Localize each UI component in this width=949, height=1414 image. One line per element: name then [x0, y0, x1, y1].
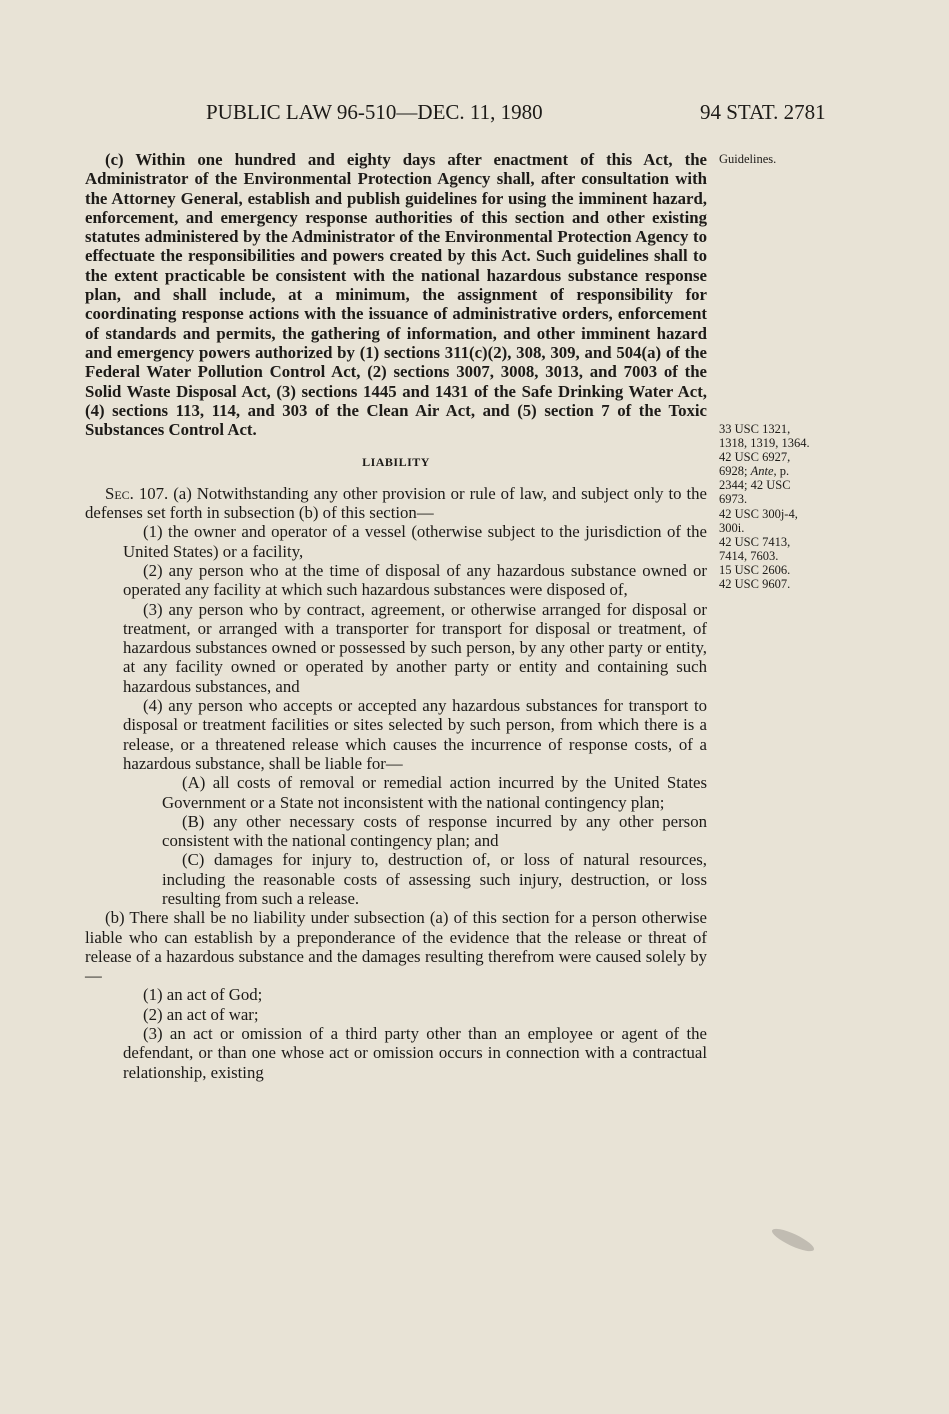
liable-party-item-2: (2) any person who at the time of disposal of any hazardous substance owned or operated any facility at which such hazardous substances were disposed of, [123, 560, 707, 600]
citation-line: 42 USC 9607. [719, 577, 791, 592]
citation-line: 33 USC 1321, [719, 422, 791, 436]
citation-line: 6928; Ante, p. [719, 464, 790, 479]
margin-note-guidelines: Guidelines. [719, 152, 777, 166]
liable-party-item-3: (3) any person who by contract, agreement, or otherwise arranged for disposal or treatment, or arranged with a transporter for transport for disposal or treatment, of hazardous substances owned or possessed by such person, by any other party or entity, at any facility owned or operated by another party or entity and containing such hazardous substances, and [123, 599, 707, 696]
defense-item-1: (1) an act of God; [143, 985, 263, 1005]
citation-line: 300i. [719, 520, 745, 535]
defense-item-2: (2) an act of war; [143, 1004, 259, 1024]
citation-line: 42 USC 300j-4, [719, 506, 798, 521]
citation-line: 1318, 1319, 1364. [719, 436, 810, 451]
statute-body [85, 150, 707, 1082]
page-header [0, 100, 949, 130]
section-107-intro [85, 484, 707, 523]
defense-item-3: (3) an act or omission of a third party other than an employee or agent of the defendant, or than one whose act or omission occurs in connection with a contractual relationship, existing [123, 1024, 707, 1082]
section-label: Sec. [105, 483, 134, 503]
liability-item-c: (C) damages for injury to, destruction of, or loss of natural resources, including the reasonable costs of assessing such injury, destruction, or loss resulting from such a release. [162, 850, 707, 908]
section-heading-liability: LIABILITY [362, 455, 430, 470]
section-107-text: 107. (a) Notwithstanding any other provision or rule of law, and subject only to the defenses set forth in subsection (b) of this section— [85, 483, 707, 523]
subsection-c-paragraph: (c) Within one hundred and eighty days after enactment of this Act, the Administrator of the Environmental Protection Agency shall, after consultation with the Attorney General, establish and publish guidelines for using the imminent hazard, enforcement, and emergency response authorities of this section and other existing statutes administered by the Administrator of the Environmental Protection Agency to effectuate the responsibilities and powers created by this Act. Such guidelines shall to the extent practicable be consistent with the national hazardous substance response plan, and shall include, at a minimum, the assignment of responsibility for coordinating response actions with the issuance of administrative orders, enforcement of standards and permits, the gathering of information, and other imminent hazard and emergency powers authorized by (1) sections 311(c)(2), 308, 309, and 504(a) of the Federal Water Pollution Control Act, (2) sections 3007, 3008, 3013, and 7003 of the Solid Waste Disposal Act, (3) sections 1445 and 1431 of the Safe Drinking Water Act, (4) sections 113, 114, and 303 of the Clean Air Act, and (5) section 7 of the Toxic Substances Control Act. [85, 150, 707, 440]
subsection-b-paragraph: (b) There shall be no liability under subsection (a) of this section for a person otherwise liable who can establish by a preponderance of the evidence that the release or threat of release of a hazardous substance and the damages resulting therefrom were caused solely by— [85, 908, 707, 986]
paper-smudge-mark [770, 1225, 817, 1255]
liability-item-a: (A) all costs of removal or remedial action incurred by the United States Government or a State not inconsistent with the national contingency plan; [162, 773, 707, 812]
citation-ante-italic: Ante [750, 464, 774, 479]
liable-party-item-1: (1) the owner and operator of a vessel (otherwise subject to the jurisdiction of the United States) or a facility, [123, 522, 707, 561]
citation-line: 7414, 7603. [719, 548, 779, 563]
margin-citations [719, 422, 810, 591]
citation-line: 15 USC 2606. [719, 562, 791, 577]
citation-line: 6973. [719, 492, 748, 507]
citation-line: 2344; 42 USC [719, 478, 791, 493]
header-stat-page: 94 STAT. 2781 [700, 100, 826, 124]
liability-item-b: (B) any other necessary costs of response incurred by any other person consistent with the national contingency plan; and [162, 811, 707, 851]
citation-line: 42 USC 7413, [719, 534, 791, 549]
citation-line: 42 USC 6927, [719, 450, 791, 465]
liable-party-item-4: (4) any person who accepts or accepted any hazardous substances for transport to disposal or treatment facilities or sites selected by such person, from which there is a release, or a threatened release which causes the incurrence of response costs, of a hazardous substance, shall be liable for— [123, 696, 707, 773]
header-title: PUBLIC LAW 96-510—DEC. 11, 1980 [206, 100, 543, 124]
